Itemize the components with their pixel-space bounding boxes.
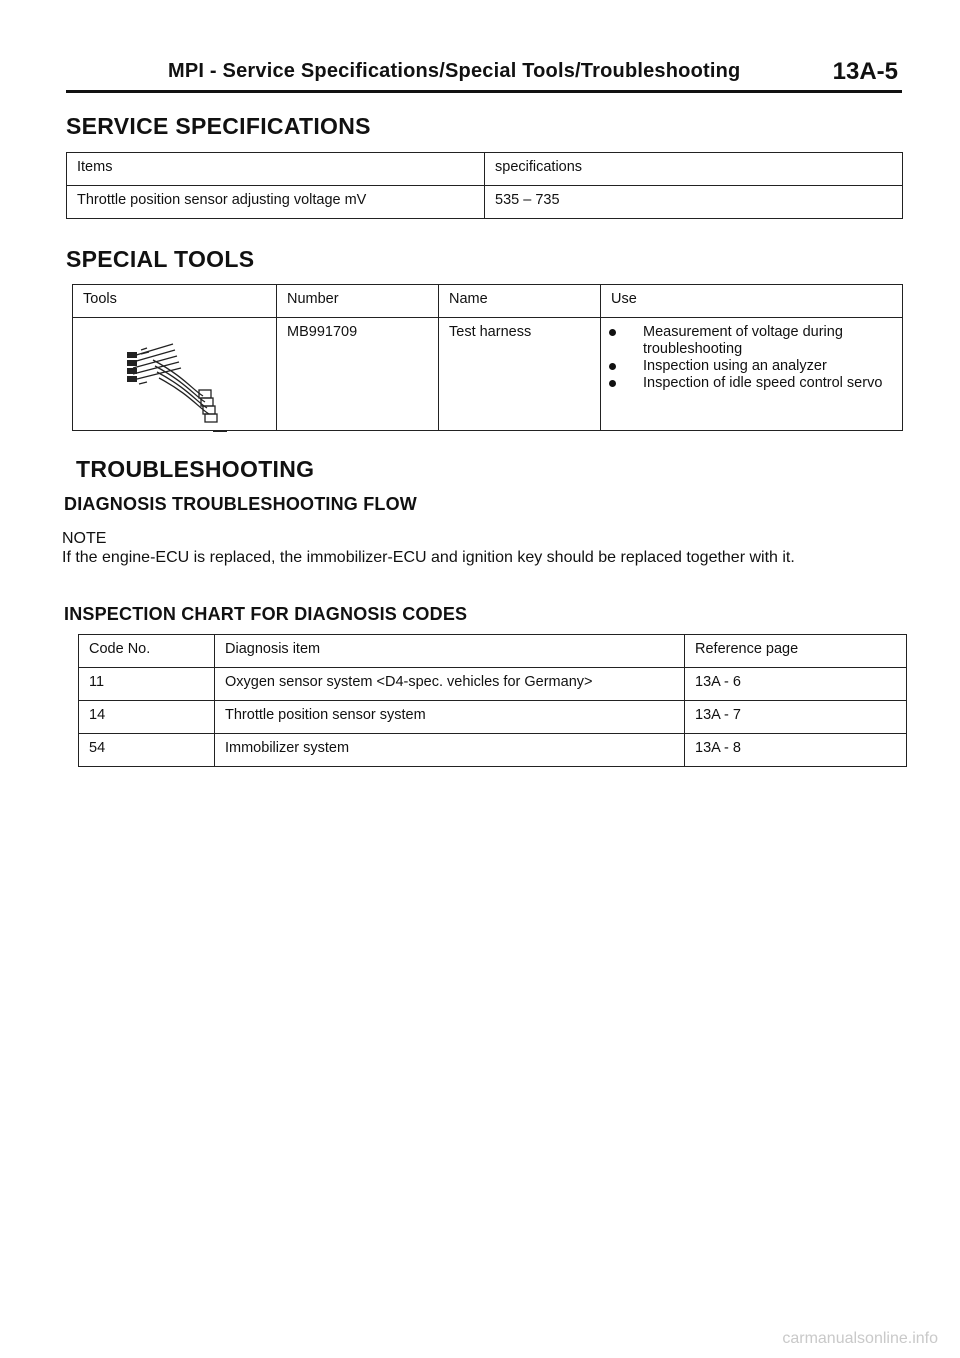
service-specifications-heading: SERVICE SPECIFICATIONS (66, 113, 371, 139)
page-header-title: MPI - Service Specifications/Special Tools/Troubleshooting (168, 60, 741, 82)
column-header: Number (277, 285, 439, 318)
header-rule (66, 90, 902, 93)
table-cell: Immobilizer system (215, 734, 685, 767)
table-cell: 535 – 735 (485, 186, 903, 219)
column-header: Diagnosis item (215, 635, 685, 668)
table-cell: Throttle position sensor system (215, 701, 685, 734)
table-cell: Throttle position sensor adjusting voltage mV (67, 186, 485, 219)
table-cell: Oxygen sensor system <D4-spec. vehicles for Germany> (215, 668, 685, 701)
tool-illustration-cell (73, 318, 277, 431)
column-header: Items (67, 153, 485, 186)
table-header-row (73, 285, 903, 318)
table-row (79, 734, 907, 767)
diagnosis-flow-heading: DIAGNOSIS TROUBLESHOOTING FLOW (64, 494, 417, 514)
column-header: Name (439, 285, 601, 318)
table-cell: 11 (79, 668, 215, 701)
column-header: Use (601, 285, 903, 318)
list-item: Measurement of voltage during troubleshooting (601, 324, 898, 358)
note-label: NOTE (62, 530, 107, 547)
use-cell (601, 318, 903, 431)
table-row (67, 186, 903, 219)
inspection-chart-heading: INSPECTION CHART FOR DIAGNOSIS CODES (64, 604, 468, 624)
table-cell: MB991709 (277, 318, 439, 431)
service-specifications-table (66, 152, 903, 219)
table-cell: 13A - 7 (685, 701, 907, 734)
table-row (79, 701, 907, 734)
table-row (73, 318, 903, 431)
table-cell: 13A - 6 (685, 668, 907, 701)
list-item: Inspection of idle speed control servo (601, 375, 898, 392)
list-item: Inspection using an analyzer (601, 358, 898, 375)
page-number: 13A-5 (832, 58, 898, 85)
table-header-row (79, 635, 907, 668)
column-header: Reference page (685, 635, 907, 668)
table-header-row (67, 153, 903, 186)
table-cell: 13A - 8 (685, 734, 907, 767)
use-list (601, 324, 898, 392)
column-header: specifications (485, 153, 903, 186)
table-row (79, 668, 907, 701)
inspection-chart-table (78, 634, 907, 767)
special-tools-table (72, 284, 903, 431)
special-tools-heading: SPECIAL TOOLS (66, 246, 255, 272)
column-header: Code No. (79, 635, 215, 668)
footer-watermark: carmanualsonline.info (782, 1330, 938, 1347)
column-header: Tools (73, 285, 277, 318)
troubleshooting-heading: TROUBLESHOOTING (76, 456, 315, 482)
test-harness-illustration-icon (113, 326, 263, 436)
table-cell: 14 (79, 701, 215, 734)
note-text: If the engine-ECU is replaced, the immobilizer-ECU and ignition key should be replaced together with it. (62, 549, 795, 566)
table-cell: Test harness (439, 318, 601, 431)
table-cell: 54 (79, 734, 215, 767)
